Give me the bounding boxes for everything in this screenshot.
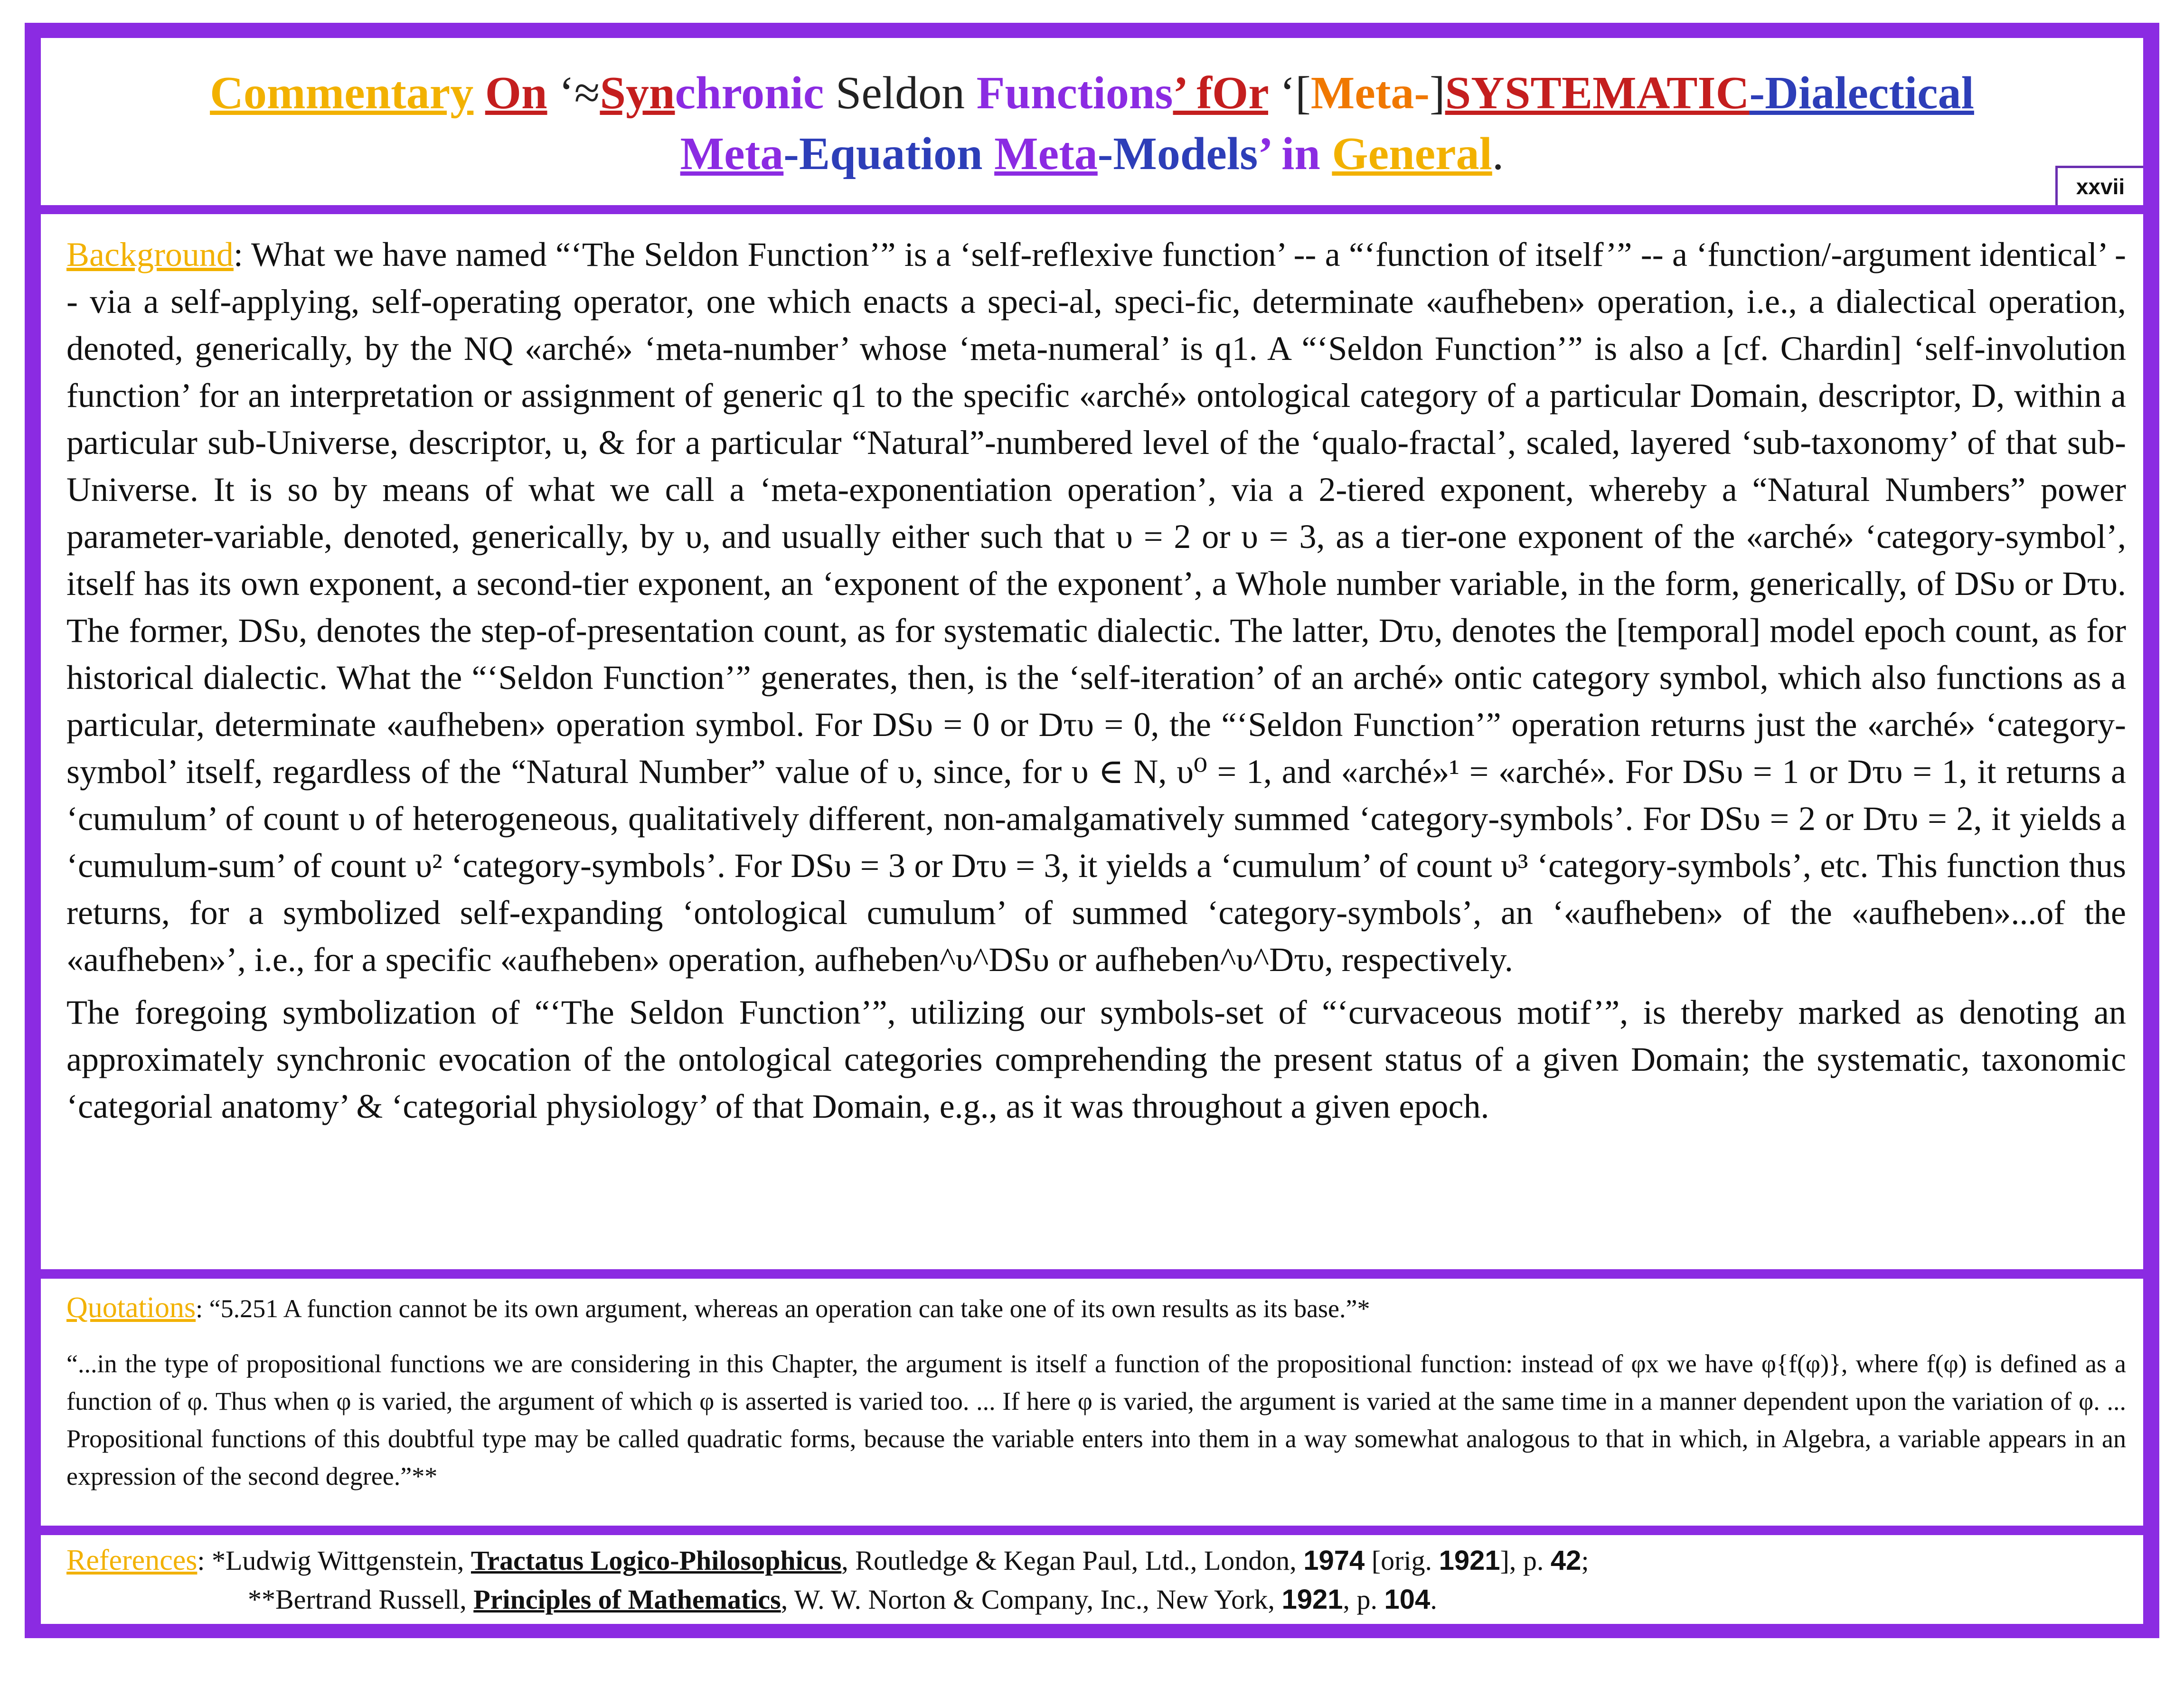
page-frame: [25, 23, 2159, 1638]
references-label: References: [66, 1544, 198, 1576]
reference-2: [66, 1580, 2126, 1619]
title-word: General: [1332, 128, 1492, 179]
reference-page: 42: [1550, 1545, 1582, 1576]
reference-year: 1974: [1303, 1545, 1365, 1576]
reference-publisher: , W. W. Norton & Company, Inc., New York,: [781, 1584, 1282, 1615]
reference-title: Tractatus Logico-Philosophicus: [471, 1545, 842, 1576]
quotation-1-text: : “5.251 A function cannot be its own argument, whereas an operation can take one of its own results as its base.”*: [196, 1294, 1370, 1323]
background-paragraph-2: The foregoing symbolization of “‘The Seldon Function’”, utilizing our symbols-set of “‘curvaceous motif’”, is thereby marked as denoting an approximately synchronic evocation of the ontological categories comprehending the present status of a given Domain; the systematic, taxonomic ‘categorial anatomy’ & ‘categorial physiology’ of that Domain, e.g., as it was throughout a given epoch.: [66, 993, 2126, 1125]
reference-text: ], p.: [1500, 1545, 1551, 1576]
title-word: Meta: [994, 128, 1098, 179]
quotations-panel: [41, 1279, 2143, 1526]
background-text: [66, 231, 2126, 1130]
title-panel: [41, 38, 2143, 205]
reference-year: 1921: [1281, 1584, 1343, 1615]
references-panel: [41, 1535, 2143, 1624]
title-word: Meta: [680, 128, 784, 179]
reference-text: , p.: [1343, 1584, 1384, 1615]
reference-publisher: , Routledge & Kegan Paul, Ltd., London,: [841, 1545, 1304, 1576]
title-word: On: [485, 67, 547, 119]
title-line-2: [41, 123, 2143, 184]
quotation-2: “...in the type of propositional functions we are considering in this Chapter, the argument is itself a function of the propositional function: instead of φx we have φ{f(φ)}, where f(φ) is defined as a function of φ. Thus when φ is varied, the argument of which φ is asserted is varied too. ... If here φ is varied, the argument is varied at the same time in a manner dependent upon the variation of φ. ... Propositional functions of this doubtful type may be called quadratic forms, because the variable enters into them in a way somewhat analogous to that in which, in Algebra, a variable appears in an expression of the second degree.”**: [66, 1349, 2126, 1490]
reference-page: 104: [1384, 1584, 1431, 1615]
quotations-label: Quotations: [66, 1292, 196, 1324]
title-word: chronic: [675, 67, 824, 119]
title-word: Commentary: [210, 67, 474, 119]
background-panel: [41, 214, 2143, 1269]
title-word: ‘≈: [559, 67, 600, 119]
reference-title: Principles of Mathematics: [473, 1584, 781, 1615]
title-word: -Models: [1097, 128, 1258, 179]
title-word: Seldon: [835, 67, 965, 119]
title-word: Functions: [976, 67, 1173, 119]
reference-author: : *Ludwig Wittgenstein,: [197, 1545, 471, 1576]
title-word: ]: [1430, 67, 1445, 119]
reference-text: ;: [1581, 1545, 1589, 1576]
page-number: xxvii: [2055, 166, 2143, 205]
title-word: Meta-: [1310, 67, 1430, 119]
reference-text: .: [1430, 1584, 1437, 1615]
title-word: ’ fOr: [1173, 67, 1268, 119]
background-paragraph-1: : What we have named “‘The Seldon Function’” is a ‘self-reflexive function’ -- a “‘function of itself’” -- a ‘function/-argument identical’ -- via a self-applying, self-operating operator, one which enacts a speci-al, speci-fic, determinate «aufheben» operation, i.e., a dialectical operation, denoted, generically, by the NQ «arché» ‘meta-number’ whose ‘meta-numeral’ is q1. A “‘Seldon Function’” is also a [cf. Chardin] ‘self-involution function’ for an interpretation or assignment of generic q1 to the specific «arché» ontological category of a particular Domain, descriptor, D, within a particular sub-Universe, descriptor, u, & for a particular “Natural”-numbered level of the ‘qualo-fractal’, scaled, layered ‘sub-taxonomy’ of that sub-Universe. It is so by means of what we call a ‘meta-exponentiation operation’, via a 2-tiered exponent, whereby a “Natural Numbers” power parameter-variable, denoted, generically, by υ, and usually either such that υ = 2 or υ = 3, as a tier-one exponent of the «arché» ‘category-symbol’, itself has its own exponent, a second-tier exponent, an ‘exponent of the exponent’, a Whole number variable, in the form, generically, of DSυ or Dτυ. The former, DSυ, denotes the step-of-presentation count, as for systematic dialectic. The latter, Dτυ, denotes the [temporal] model epoch count, as for historical dialectic. What the “‘Seldon Function’” generates, then, is the ‘self-iteration’ of an arché» ontic category symbol, which also functions as a particular, determinate «aufheben» operation symbol. For DSυ = 0 or Dτυ = 0, the “‘Seldon Function’” operation returns just the «arché» ‘category-symbol’ itself, regardless of the “Natural Number” value of υ, since, for υ ∈ N, υ⁰ = 1, and «arché»¹ = «arché». For DSυ = 1 or Dτυ = 1, it returns a ‘cumulum’ of count υ of heterogeneous, qualitatively different, non-amalgamatively summed ‘category-symbols’. For DSυ = 2 or Dτυ = 2, it yields a ‘cumulum-sum’ of count υ² ‘category-symbols’. For DSυ = 3 or Dτυ = 3, it yields a ‘cumulum’ of count υ³ ‘category-symbols’, etc. This function thus returns, for a symbolized self-expanding ‘ontological cumulum’ of summed ‘category-symbols’, an ‘«aufheben» of the «aufheben»...of the «aufheben»’, i.e., for a specific «aufheben» operation, aufheben^υ^DSυ or aufheben^υ^Dτυ, respectively.: [66, 236, 2126, 979]
references-text: [66, 1541, 2126, 1619]
title-word: -Dialectical: [1749, 67, 1974, 119]
reference-1: [66, 1541, 2126, 1580]
reference-author: **Bertrand Russell,: [248, 1584, 474, 1615]
quotation-1: [66, 1289, 2126, 1328]
reference-text: [orig.: [1365, 1545, 1439, 1576]
title-line-1: [41, 63, 2143, 123]
title-word: Syn: [600, 67, 675, 119]
title-word: ‘[: [1280, 67, 1311, 119]
title-word: .: [1492, 128, 1504, 179]
title-word: -Equation: [783, 128, 983, 179]
page-title: [41, 63, 2143, 184]
title-word: ’ in: [1258, 128, 1320, 179]
reference-year: 1921: [1439, 1545, 1500, 1576]
title-word: SYSTEMATIC: [1445, 67, 1750, 119]
background-label: Background: [66, 236, 234, 273]
